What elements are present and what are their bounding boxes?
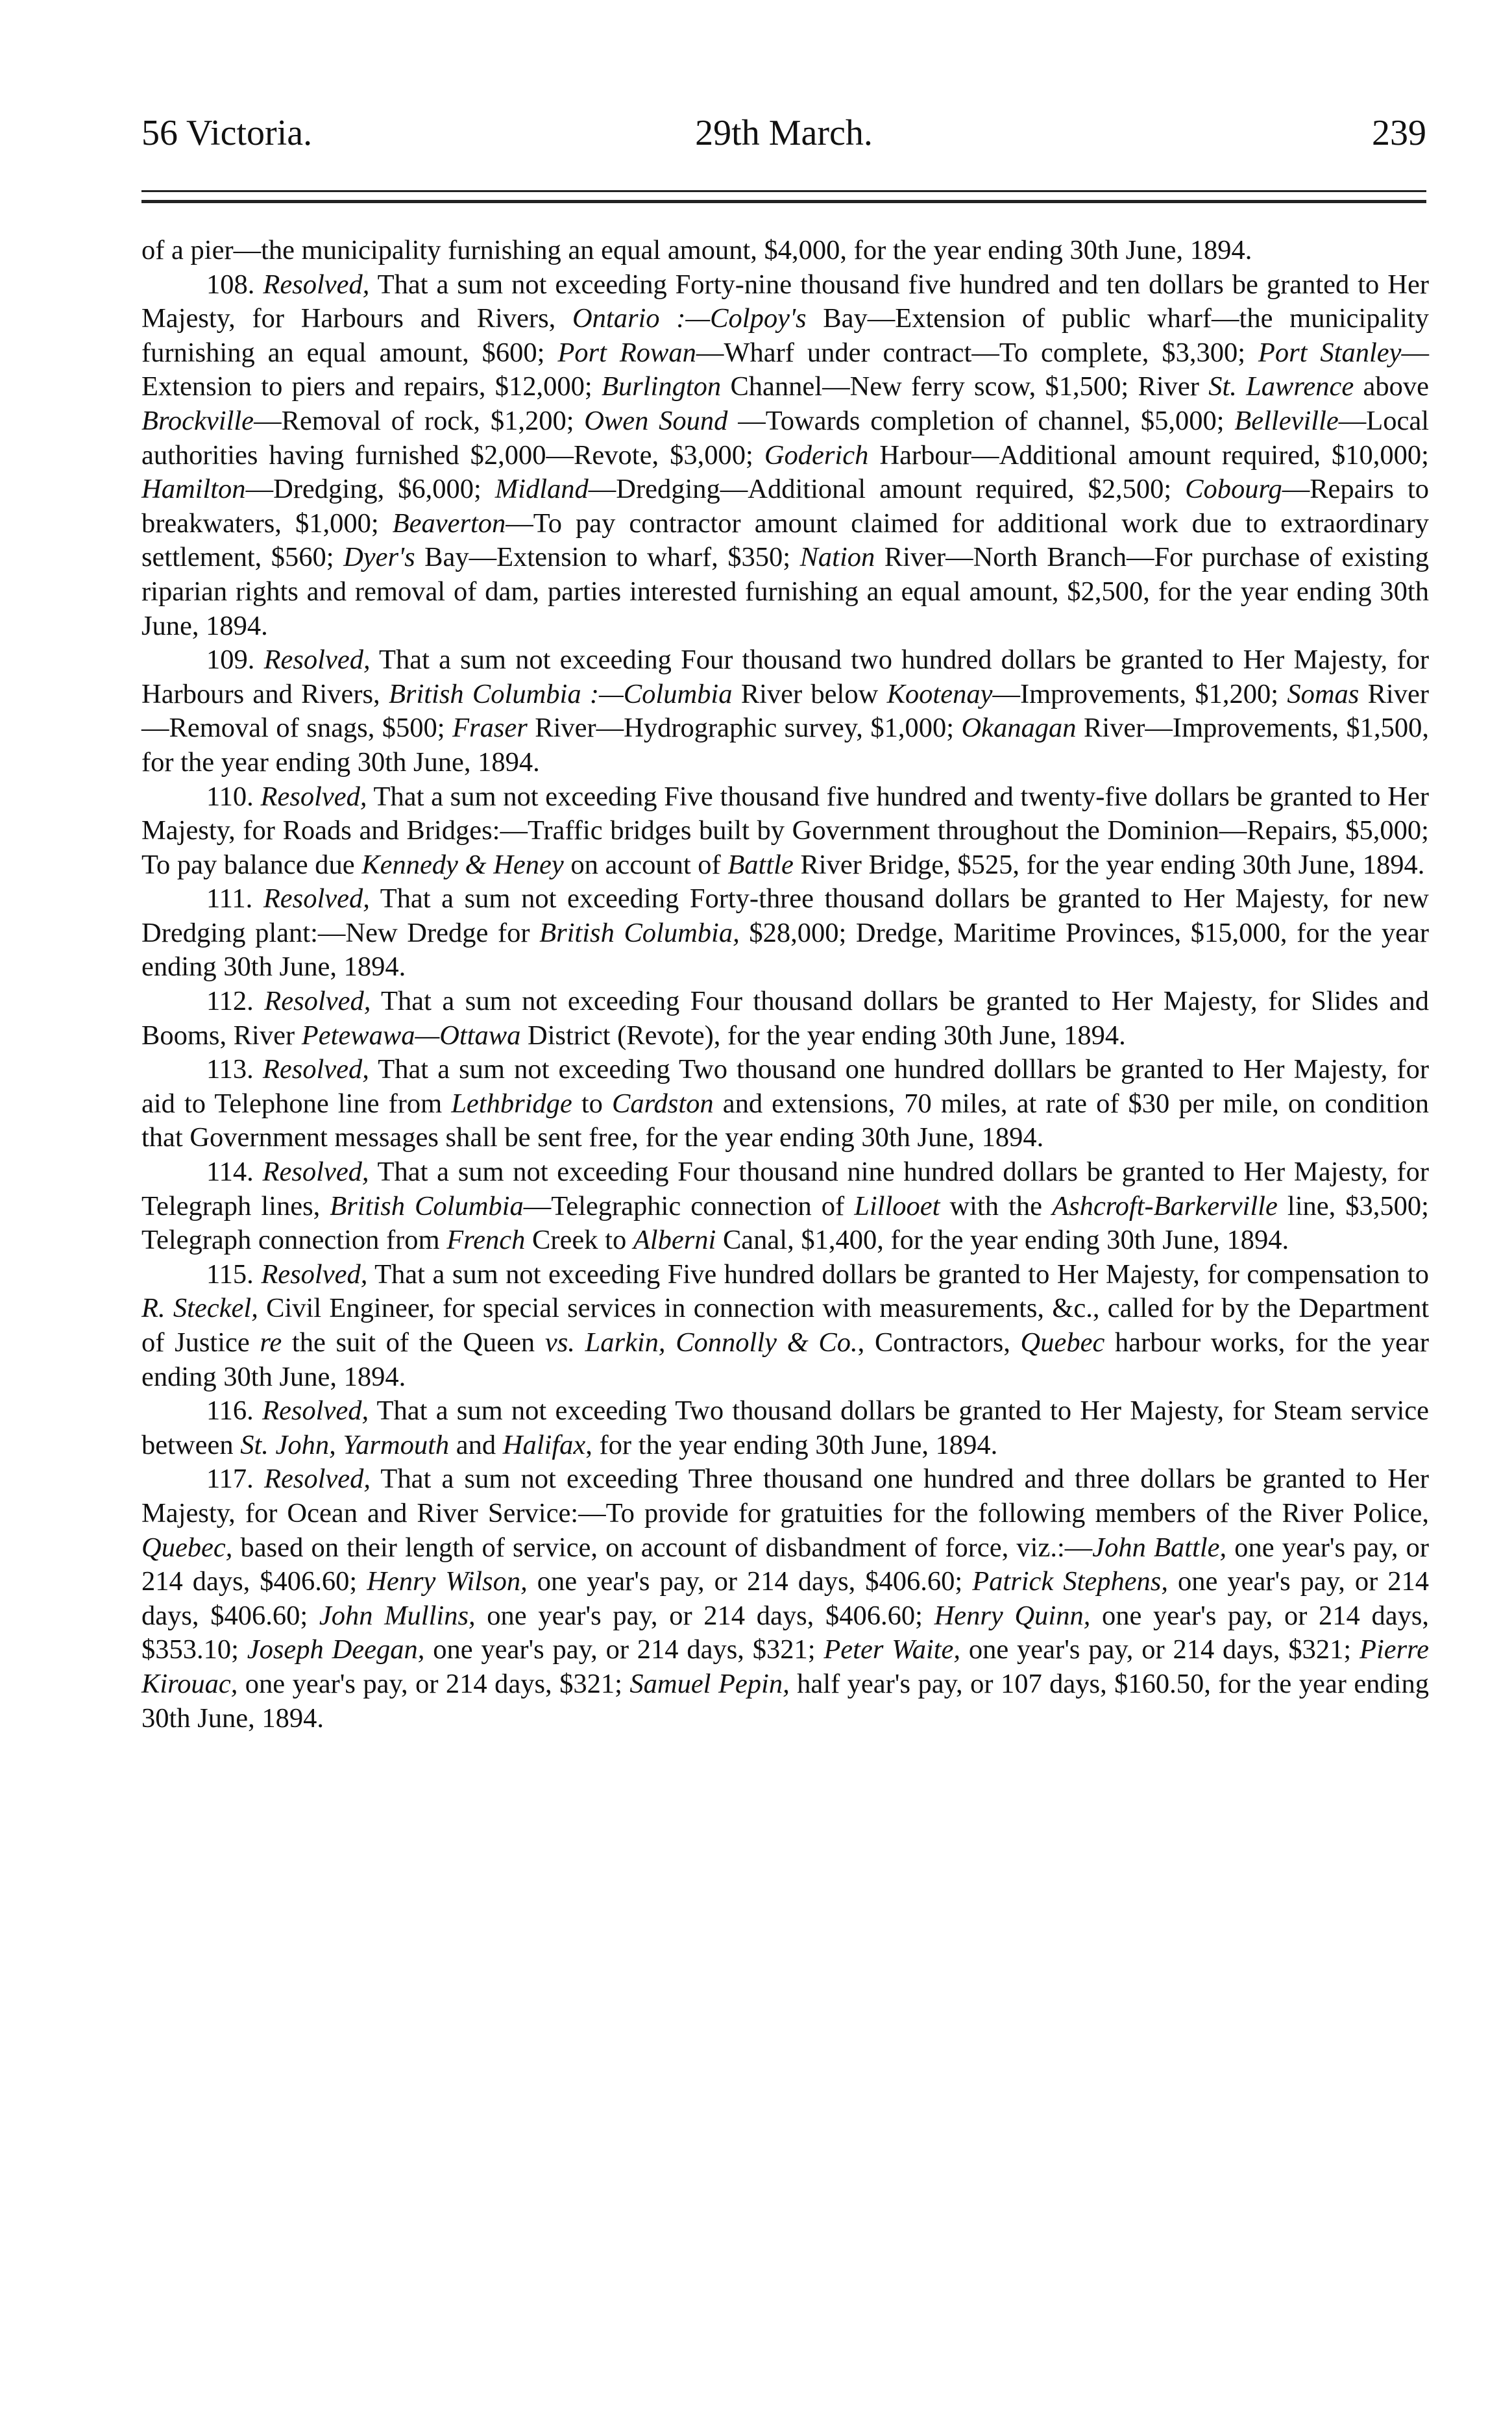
text-run: and xyxy=(449,1429,503,1460)
text-run: 108. xyxy=(206,269,263,300)
text-run: —Removal of rock, $1,200; xyxy=(254,405,585,436)
resolution-111 xyxy=(141,882,1429,985)
italic-text: Patrick Stephens, xyxy=(972,1566,1168,1597)
italic-text: Resolved, xyxy=(262,1395,369,1427)
italic-text: Brockville xyxy=(141,405,254,436)
text-run: —Dredging, $6,000; xyxy=(245,474,495,505)
paragraph-continuation xyxy=(141,234,1429,268)
text-run: That a sum not exceeding Four thousand nine hundred dollars be granted to Her Majesty, for Telegraph lines, xyxy=(141,1157,1429,1221)
italic-text: Belleville xyxy=(1234,405,1339,436)
italic-text: Midland xyxy=(494,474,589,505)
text-run: Canal, $1,400, for the year ending 30th June, 1894. xyxy=(716,1225,1289,1256)
text-run: one year's pay, or 214 days, $321; xyxy=(960,1634,1360,1665)
italic-text: Goderich xyxy=(764,439,869,471)
italic-text: St. John, Yarmouth xyxy=(240,1429,450,1460)
italic-text: Pierre Kirouac, xyxy=(141,1634,1430,1699)
italic-text: Resolved, xyxy=(260,781,367,812)
text-run: 116. xyxy=(206,1395,263,1427)
text-run: one year's pay, or 214 days, $321; xyxy=(238,1668,630,1699)
italic-text: Kennedy & Heney xyxy=(361,849,564,880)
text-run: 111. xyxy=(206,883,263,914)
text-run: Channel—New ferry scow, $1,500; River xyxy=(721,371,1209,402)
italic-text: R. Steckel, xyxy=(141,1293,258,1324)
page-number: 239 xyxy=(1372,113,1426,153)
italic-text: John Mullins, xyxy=(319,1600,476,1631)
italic-text: Quebec xyxy=(1020,1327,1105,1358)
text-run: River below xyxy=(732,678,887,709)
text-run: to xyxy=(572,1088,612,1119)
italic-text: Resolved, xyxy=(263,644,371,676)
text-run: —Towards completion of channel, $5,000; xyxy=(727,405,1235,436)
text-run: River—Improvements, $1,500, for the year ending 30th June, 1894. xyxy=(141,713,1430,778)
text-run: line, $3,500; Telegraph connection from xyxy=(141,1190,1429,1256)
text-run: —Extension to piers and repairs, $12,000; xyxy=(141,337,1429,402)
header-rule-thick xyxy=(141,200,1426,203)
text-run: —Repairs to breakwaters, $1,000; xyxy=(141,474,1430,539)
text-run: 112. xyxy=(206,986,265,1017)
italic-text: Resolved, xyxy=(263,883,370,914)
italic-text: St. Lawrence xyxy=(1208,371,1354,402)
italic-text: Owen Sound xyxy=(584,405,728,436)
resolution-114 xyxy=(141,1155,1429,1258)
header-rule-thin xyxy=(141,190,1426,192)
text-run: one year's pay, or 214 days, $353.10; xyxy=(141,1600,1429,1665)
text-run: harbour works, for the year ending 30th June, 1894. xyxy=(141,1327,1429,1392)
italic-text: Henry Wilson, xyxy=(367,1566,528,1597)
italic-text: French xyxy=(446,1225,526,1256)
text-run: Bay—Extension to wharf, $350; xyxy=(415,542,800,573)
italic-text: Peter Waite, xyxy=(823,1634,961,1665)
text-run: with the xyxy=(940,1190,1053,1221)
date-label: 29th March. xyxy=(695,113,873,153)
italic-text: Fraser xyxy=(452,713,528,744)
text-run: 114. xyxy=(206,1157,263,1188)
resolution-115 xyxy=(141,1258,1429,1394)
text-run: Bay—Extension of public wharf—the municipality furnishing an equal amount, $600; xyxy=(141,303,1429,368)
text-run: Civil Engineer, for special services in connection with measurements, &c., called for by the Department of Justice xyxy=(141,1293,1430,1358)
text-run: Harbour—Additional amount required, $10,000; xyxy=(868,439,1429,471)
text-run: one year's pay, or 214 days, $406.60; xyxy=(141,1566,1430,1631)
text-run: one year's pay, or 214 days, $406.60; xyxy=(141,1532,1429,1597)
italic-text: vs. Larkin, Connolly & Co. xyxy=(544,1327,858,1358)
text-run: River—North Branch—For purchase of existing riparian rights and removal of dam, parties interested furnishing an equal amount, $2,500, for the year ending 30th June, 1894. xyxy=(141,542,1429,641)
text-run: River—Removal of snags, $500; xyxy=(141,678,1429,744)
italic-text: Cardston xyxy=(611,1088,714,1119)
italic-text: Dyer's xyxy=(343,542,415,573)
italic-text: Battle xyxy=(727,849,794,880)
text-run: above xyxy=(1354,371,1429,402)
italic-text: John Battle, xyxy=(1092,1532,1227,1563)
italic-text: Kootenay xyxy=(886,678,993,709)
italic-text: Port Stanley xyxy=(1258,337,1402,368)
text-run: $28,000; Dredge, Maritime Provinces, $15,000, for the year ending 30th June, 1894. xyxy=(141,917,1429,983)
resolutions-text xyxy=(141,234,1429,1736)
text-run: That a sum not exceeding Three thousand one hundred and three dollars be granted to Her Majesty, for Ocean and River Service:—To provide for gratuities for the following members of the River Police, xyxy=(141,1464,1429,1528)
text-run: —Dredging—Additional amount required, $2,500; xyxy=(588,474,1186,505)
resolution-109 xyxy=(141,643,1429,779)
text-run: based on their length of service, on account of disbandment of force, viz.:— xyxy=(232,1532,1093,1563)
running-header xyxy=(141,104,1426,162)
italic-text: Resolved, xyxy=(262,1157,369,1188)
italic-text: re xyxy=(260,1327,282,1358)
italic-text: Burlington xyxy=(601,371,722,402)
text-run: 109. xyxy=(206,644,264,676)
resolution-117 xyxy=(141,1462,1429,1736)
text-run: 113. xyxy=(206,1054,263,1085)
resolution-113 xyxy=(141,1053,1429,1155)
italic-text: Nation xyxy=(799,542,875,573)
text-run: one year's pay, or 214 days, $406.60; xyxy=(475,1600,934,1631)
text-run: the suit of the Queen xyxy=(282,1327,545,1358)
text-run: River Bridge, $525, for the year ending 30th June, 1894. xyxy=(793,849,1425,880)
text-run: half year's pay, or 107 days, $160.50, for the year ending 30th June, 1894. xyxy=(141,1668,1429,1734)
italic-text: Okanagan xyxy=(961,713,1077,744)
text-run: , Contractors, xyxy=(857,1327,1021,1358)
italic-text: Quebec, xyxy=(141,1532,233,1563)
text-run: and extensions, 70 miles, at rate of $30 per mile, on condition that Government messages shall be sent free, for the year ending 30th June, 1894. xyxy=(141,1088,1429,1153)
italic-text: Resolved, xyxy=(263,269,370,300)
text-run: That a sum not exceeding Five hundred dollars be granted to Her Majesty, for compensation to xyxy=(367,1258,1429,1290)
italic-text: Ashcroft-Barkerville xyxy=(1052,1190,1278,1221)
italic-text: Alberni xyxy=(633,1225,716,1256)
text-run: 117. xyxy=(206,1464,264,1495)
text-run: District (Revote), for the year ending 30th June, 1894. xyxy=(520,1020,1126,1051)
text-run: —Wharf under contract—To complete, $3,300; xyxy=(696,337,1258,368)
italic-text: Halifax xyxy=(502,1429,586,1460)
text-run: one year's pay, or 214 days, $321; xyxy=(424,1634,824,1665)
text-run: —To pay contractor amount claimed for additional work due to extraordinary settlement, $560; xyxy=(141,508,1429,573)
text-run: That a sum not exceeding Forty-three thousand dollars be granted to Her Majesty, for new Dredging plant:—New Dredge for xyxy=(141,883,1429,948)
italic-text: Joseph Deegan, xyxy=(247,1634,425,1665)
italic-text: Samuel Pepin, xyxy=(629,1668,790,1699)
italic-text: British Columbia :—Columbia xyxy=(388,678,733,709)
text-run: That a sum not exceeding Five thousand five hundred and twenty-five dollars be granted to Her Majesty, for Roads and Bridges:—Traffic bridges built by Government throughout the Dominion—Repairs, $5,000; To pay balance due xyxy=(141,781,1429,880)
resolution-116 xyxy=(141,1394,1429,1462)
text-run: —Improvements, $1,200; xyxy=(992,678,1287,709)
text-run: That a sum not exceeding Two thousand one hundred dolllars be granted to Her Majesty, for aid to Telephone line from xyxy=(141,1054,1429,1119)
italic-text: Lillooet xyxy=(854,1190,940,1221)
session-label: 56 Victoria. xyxy=(141,113,313,153)
text-run: 115. xyxy=(206,1258,262,1290)
resolution-110 xyxy=(141,780,1429,883)
text-run: River—Hydrographic survey, $1,000; xyxy=(527,713,962,744)
italic-text: Beaverton xyxy=(392,508,506,539)
italic-text: Resolved, xyxy=(262,1054,369,1085)
italic-text: Resolved, xyxy=(261,1258,368,1290)
resolution-112 xyxy=(141,985,1429,1053)
italic-text: British Columbia xyxy=(330,1190,524,1221)
text-run: on account of xyxy=(563,849,728,880)
text-run: one year's pay, or 214 days, $406.60; xyxy=(527,1566,973,1597)
text-run: 110. xyxy=(206,781,261,812)
text-run: —Telegraphic connection of xyxy=(523,1190,855,1221)
text-run: That a sum not exceeding Four thousand two hundred dollars be granted to Her Majesty, for Harbours and Rivers, xyxy=(141,644,1429,709)
text-run: That a sum not exceeding Forty-nine thousand five hundred and ten dollars be granted to Her Majesty, for Harbours and Rivers, xyxy=(141,269,1429,334)
italic-text: Ontario :—Colpoy's xyxy=(572,303,807,334)
italic-text: Port Rowan xyxy=(557,337,696,368)
italic-text: Somas xyxy=(1287,678,1360,709)
italic-text: British Columbia, xyxy=(539,917,740,948)
italic-text: Resolved, xyxy=(264,986,371,1017)
italic-text: Lethbridge xyxy=(451,1088,572,1119)
resolution-108 xyxy=(141,268,1429,644)
italic-text: Resolved, xyxy=(263,1464,371,1495)
italic-text: Henry Quinn, xyxy=(934,1600,1091,1631)
italic-text: Cobourg xyxy=(1185,474,1282,505)
text-run: Creek to xyxy=(525,1225,633,1256)
text-run: , for the year ending 30th June, 1894. xyxy=(585,1429,998,1460)
text-run: That a sum not exceeding Two thousand dollars be granted to Her Majesty, for Steam service between xyxy=(141,1395,1429,1460)
text-run: That a sum not exceeding Four thousand dollars be granted to Her Majesty, for Slides and Booms, River xyxy=(141,986,1429,1051)
italic-text: Hamilton xyxy=(141,474,246,505)
italic-text: Petewawa—Ottawa xyxy=(301,1020,521,1051)
text-run: —Local authorities having furnished $2,000—Revote, $3,000; xyxy=(141,405,1430,471)
text-run: of a pier—the municipality furnishing an equal amount, $4,000, for the year ending 30th June, 1894. xyxy=(141,235,1252,265)
